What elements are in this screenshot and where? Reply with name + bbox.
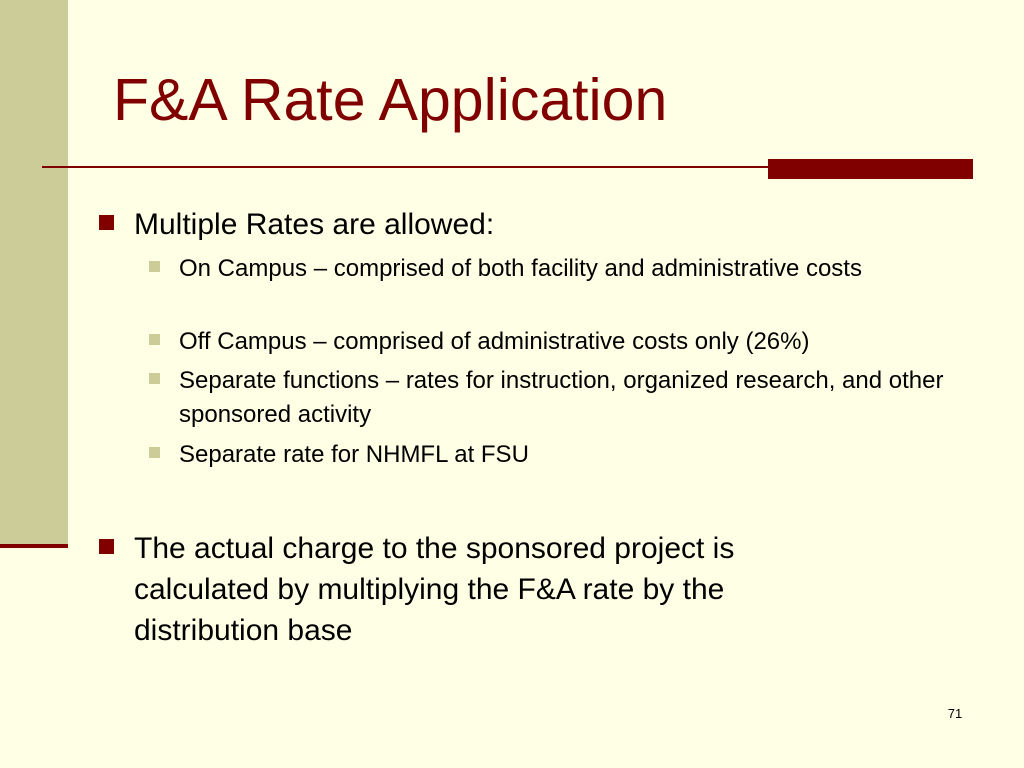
sub-bullet-on-campus: [179, 252, 959, 286]
sub-bullet-text: On Campus – comprised of both facility and administrative costs: [179, 255, 862, 282]
page-number: 71: [947, 706, 963, 721]
sub-bullet-nhmfl: [179, 438, 959, 472]
title-underline: [42, 166, 770, 168]
sub-bullet-separate-functions: [179, 364, 959, 432]
square-bullet-icon: [149, 373, 160, 384]
square-bullet-icon: [149, 261, 160, 272]
slide-title: F&A Rate Application: [113, 67, 668, 133]
sidebar-accent-line: [0, 544, 68, 548]
sub-bullet-text: Off Campus – comprised of administrative costs only (26%): [179, 328, 810, 355]
sub-bullet-text: Separate functions – rates for instruction, organized research, and other sponsored activity: [179, 367, 944, 428]
bullet-text: The actual charge to the sponsored project is calculated by multiplying the F&A rate by the distribution base: [134, 532, 735, 647]
sub-bullet-text: Separate rate for NHMFL at FSU: [179, 441, 529, 468]
sidebar-decoration: [0, 0, 68, 544]
sub-bullet-off-campus: [179, 325, 959, 359]
bullet-text: Multiple Rates are allowed:: [134, 208, 495, 241]
title-accent-block: [768, 159, 973, 179]
bullet-actual-charge: [134, 528, 834, 651]
square-bullet-icon: [149, 447, 160, 458]
square-bullet-icon: [99, 215, 114, 230]
square-bullet-icon: [99, 539, 114, 554]
square-bullet-icon: [149, 334, 160, 345]
bullet-multiple-rates: [134, 204, 954, 245]
